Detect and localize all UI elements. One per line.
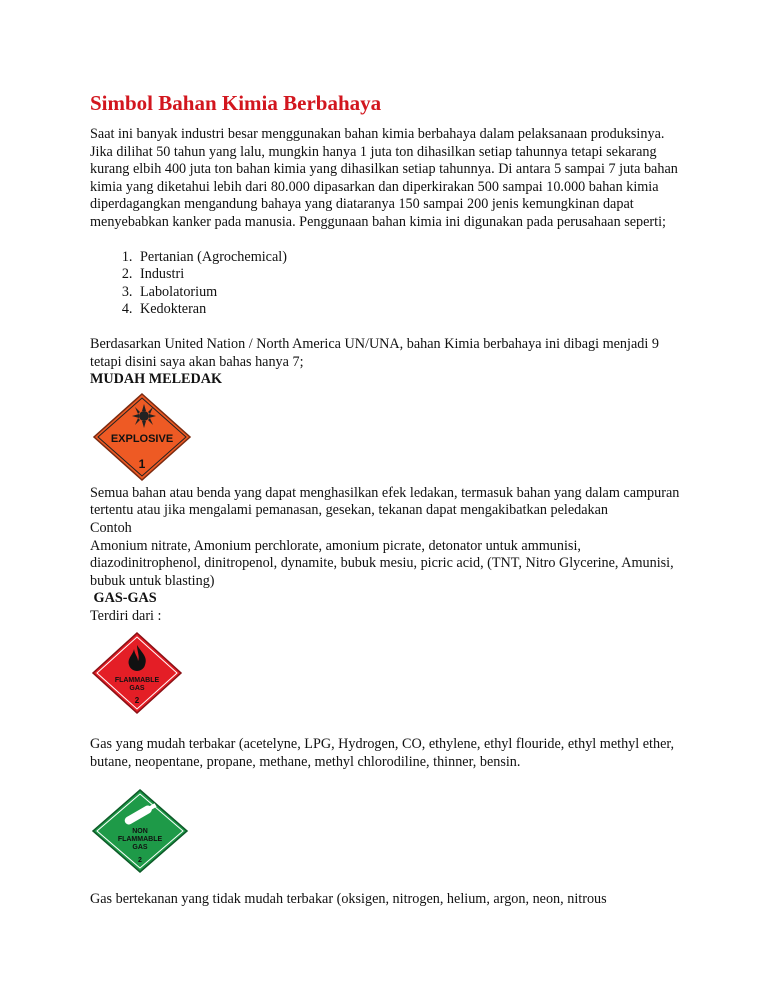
nonflammable-sign-line2: FLAMMABLE xyxy=(117,835,163,843)
document-content xyxy=(90,90,690,908)
explosive-examples: Amonium nitrate, Amonium perchlorate, amonium picrate, detonator untuk ammunisi, diazodinitrophenol, dinitropenol, dynamite, bubuk mesiu, picric acid, (TNT, Nitro Glycerine, Amunisi, bubuk untuk blasting) xyxy=(90,537,674,589)
nonflammable-sign-number: 2 xyxy=(138,856,142,864)
non-flammable-gas-sign-icon xyxy=(90,788,190,874)
explosive-description: Semua bahan atau benda yang dapat menghasilkan efek ledakan, termasuk bahan yang dalam campuran tertentu atau jika mengalami pemanasan, gesekan, tekanan dapat mengakibatkan peledakan xyxy=(90,484,680,519)
flammable-gas-text: Gas yang mudah terbakar (acetelyne, LPG, Hydrogen, CO, ethylene, ethyl flouride, ethyl methyl ether, butane, neopentane, propane, methane, methyl chlorodiline, thinner, bensin. xyxy=(90,736,675,771)
usage-list xyxy=(90,249,690,319)
non-flammable-gas-text: Gas bertekanan yang tidak mudah terbakar (oksigen, nitrogen, helium, argon, neon, nitrous xyxy=(90,890,607,907)
flammable-sign-line1: FLAMMABLE xyxy=(114,677,160,685)
explosive-sign-label: EXPLOSIVE xyxy=(110,432,174,445)
explosive-sign-icon xyxy=(90,392,194,482)
list-item: 3. Labolatorium xyxy=(136,284,690,302)
nonflammable-sign-line3: GAS xyxy=(132,843,148,851)
section-heading-gas: GAS-GAS xyxy=(90,590,157,607)
list-item: 1. Pertanian (Agrochemical) xyxy=(136,249,690,267)
flammable-sign-number: 2 xyxy=(134,696,140,706)
explosive-sign-number: 1 xyxy=(138,456,146,471)
flammable-gas-sign-icon xyxy=(90,631,184,715)
document-title: Simbol Bahan Kimia Berbahaya xyxy=(90,91,382,115)
gas-subtitle: Terdiri dari : xyxy=(90,607,162,624)
nonflammable-sign-line1: NON xyxy=(132,827,148,835)
example-label: Contoh xyxy=(90,519,132,536)
flammable-sign-line2: GAS xyxy=(129,685,145,693)
section-heading-explosive: MUDAH MELEDAK xyxy=(90,371,223,388)
classification-paragraph: Berdasarkan United Nation / North America UN/UNA, bahan Kimia berbahaya ini dibagi menjadi 9 tetapi disini saya akan bahas hanya 7; xyxy=(90,335,659,370)
list-item: 2. Industri xyxy=(136,266,690,284)
intro-paragraph: Saat ini banyak industri besar menggunakan bahan kimia berbahaya dalam pelaksanaan produksinya. Jika dilihat 50 tahun yang lalu, mungkin hanya 1 juta ton dihasilkan setiap tahunnya tetapi sekarang kurang elbih 400 juta ton bahan kimia yang dihasilkan setiap tahunnya. Di antara 5 sampai 7 juta bahan kimia yang diketahui lebih dari 80.000 dipasarkan dan diperkirakan 500 sampai 10.000 bahan kimia diperdagangkan mengandung bahaya yang diataranya 150 sampai 200 jenis kemungkinan dapat menyebabkan kanker pada manusia. Penggunaan bahan kimia ini digunakan pada perusahaan seperti; xyxy=(90,126,678,230)
list-item: 4. Kedokteran xyxy=(136,301,690,319)
